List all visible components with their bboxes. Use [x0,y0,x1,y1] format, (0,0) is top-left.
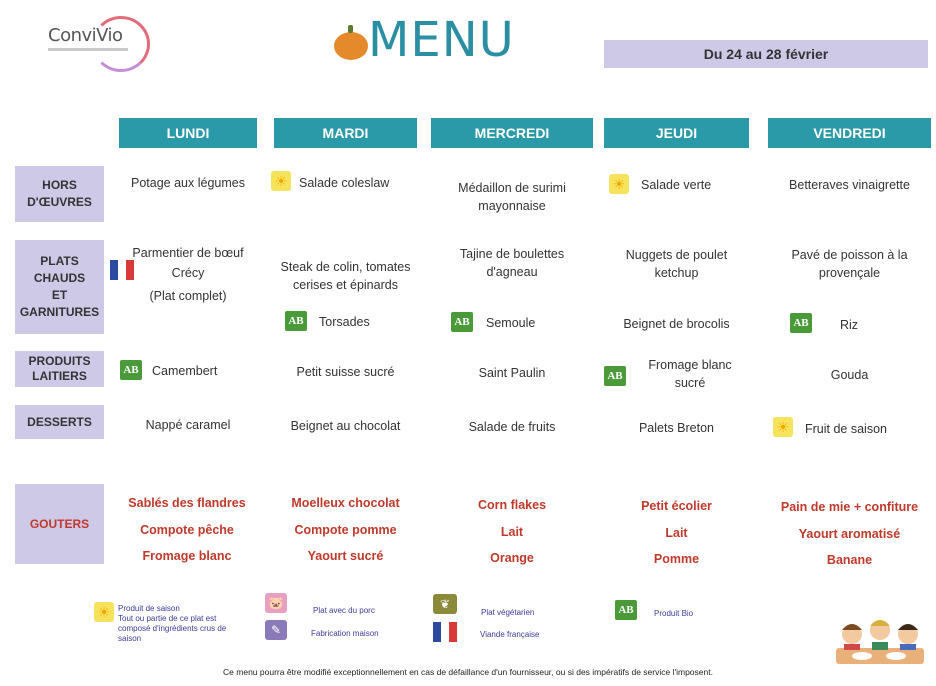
legend-bio-icon: AB [615,600,637,620]
legend-french-flag-icon [433,622,457,642]
cell-hors-mercredi [431,179,593,215]
cell-laitier-vendredi: Gouda [830,368,869,382]
legend-vegetarian-icon: ❦ [433,594,457,614]
row-header-gouters: GOUTERS [15,484,104,564]
legend-saison [118,604,226,644]
cell-line: Petit écolier [641,499,712,513]
cell-line: Yaourt aromatisé [798,526,901,541]
cell-line: cerises et épinards [293,278,398,292]
day-header-mercredi: MERCREDI [431,118,593,148]
convivio-logo [40,14,150,64]
cell-line: mayonnaise [478,199,546,213]
cell-line: Sablés des flandres [128,496,246,510]
logo-tagline [48,48,128,51]
cell-garniture-vendredi: Riz [840,318,859,332]
cell-plat-lundi [119,243,257,306]
cell-line: Parmentier de bœuf [132,246,244,260]
cell-line: Lait [500,524,524,539]
cell-laitier-mardi: Petit suisse sucré [296,365,395,379]
cell-plat-mercredi [431,245,593,281]
cell-line: Fromage blanc [142,549,232,563]
cell-dessert-mercredi: Salade de fruits [468,420,556,434]
logo-text: ConviVio [48,25,123,46]
bio-ab-icon: AB [790,313,812,333]
row-header-line: CHAUDS [33,271,86,285]
legend-bio: Produit Bio [654,609,694,618]
row-header-line: D'ŒUVRES [27,195,92,209]
bio-ab-icon: AB [120,360,142,380]
legend-line: Tout ou partie de ce plat est [118,614,217,623]
legend-line: Produit de saison [118,604,180,613]
legend-line: saison [118,634,142,643]
cell-line: Corn flakes [477,498,547,512]
cell-line: Pain de mie + confiture [780,500,919,514]
row-header-line: PRODUITS [28,354,91,368]
cell-garniture-mercredi: Semoule [486,316,536,330]
day-header-jeudi: JEUDI [604,118,749,148]
cell-line: provençale [818,266,881,280]
row-header-desserts: DESSERTS [15,405,104,439]
cell-gouter-jeudi [604,493,749,573]
cell-dessert-jeudi: Palets Breton [638,421,715,435]
cell-line: d'agneau [486,265,538,279]
cell-laitier-lundi: Camembert [152,364,218,378]
cell-hors-mardi: Salade coleslaw [299,176,390,190]
season-sun-icon: ☀ [609,174,629,194]
pumpkin-icon [334,32,368,60]
row-header-plats [15,240,104,334]
cell-line: (Plat complet) [149,289,227,303]
kids-eating-illustration [832,612,928,668]
cell-plat-mardi [268,258,423,294]
row-header-line: ET [51,288,68,302]
cell-laitier-jeudi [626,356,754,392]
bio-ab-icon: AB [604,366,626,386]
legend-vegetarien: Plat végétarien [481,608,535,617]
row-header-line: PLATS [40,254,79,268]
legend-francaise: Viande française [480,630,540,639]
footer-disclaimer: Ce menu pourra être modifié exceptionnellement en cas de défaillance d'un fournisseur, ou si des impératifs de service l'imposent. [223,667,713,677]
day-header-vendredi: VENDREDI [768,118,931,148]
row-header-laitiers [15,351,104,387]
cell-line: Yaourt sucré [307,549,384,563]
legend-season-icon: ☀ [94,602,114,622]
cell-line: Fromage blanc [648,358,732,372]
title-block [330,12,515,68]
cell-gouter-mercredi [431,492,593,572]
cell-line: Tajine de boulettes [459,247,565,261]
cell-garniture-mardi: Torsades [319,315,370,329]
season-sun-icon: ☀ [271,171,291,191]
cell-line: Pomme [653,552,700,566]
cell-hors-jeudi: Salade verte [641,178,712,192]
cell-dessert-lundi: Nappé caramel [145,418,231,432]
cell-line: Crécy [171,266,205,280]
cell-gouter-mardi [268,490,423,570]
legend-maison: Fabrication maison [311,629,379,638]
cell-line: Moelleux chocolat [291,496,400,510]
cell-garniture-jeudi: Beignet de brocolis [623,317,730,331]
cell-laitier-mercredi: Saint Paulin [478,366,546,380]
cell-line: Compote pêche [140,522,234,537]
cell-line: ketchup [654,266,699,280]
cell-line: Médaillon de surimi [458,181,566,195]
row-header-hors-doeuvres [15,166,104,222]
season-sun-icon: ☀ [773,417,793,437]
cell-dessert-vendredi: Fruit de saison [805,422,887,436]
cell-line: Lait [665,525,688,540]
page-title: MENU [368,12,515,68]
bio-ab-icon: AB [285,311,307,331]
cell-line: Orange [490,551,534,565]
cell-line: Compote pomme [294,522,397,537]
row-header-line: GARNITURES [19,305,100,319]
legend-line: composé d'ingrédients crus de [118,624,227,633]
legend-homemade-icon: ✎ [265,620,287,640]
day-header-mardi: MARDI [274,118,417,148]
row-header-line: HORS [42,178,77,192]
date-range-banner: Du 24 au 28 février [604,40,928,68]
cell-line: Nuggets de poulet [625,248,728,262]
row-header-line: LAITIERS [32,369,87,383]
cell-gouter-lundi [112,490,262,570]
cell-line: Steak de colin, tomates [280,260,411,274]
cell-hors-vendredi: Betteraves vinaigrette [789,178,910,192]
day-header-lundi: LUNDI [119,118,257,148]
cell-gouter-vendredi [768,494,931,574]
cell-dessert-mardi: Beignet au chocolat [290,419,401,433]
cell-hors-lundi: Potage aux légumes [131,176,245,190]
cell-line: sucré [674,376,706,390]
cell-plat-jeudi [604,246,749,282]
cell-line: Banane [826,553,873,567]
legend-pork-icon: 🐷 [265,593,287,613]
legend-porc: Plat avec du porc [313,606,375,615]
cell-line: Pavé de poisson à la [791,248,908,262]
cell-plat-vendredi [768,246,931,282]
bio-ab-icon: AB [451,312,473,332]
